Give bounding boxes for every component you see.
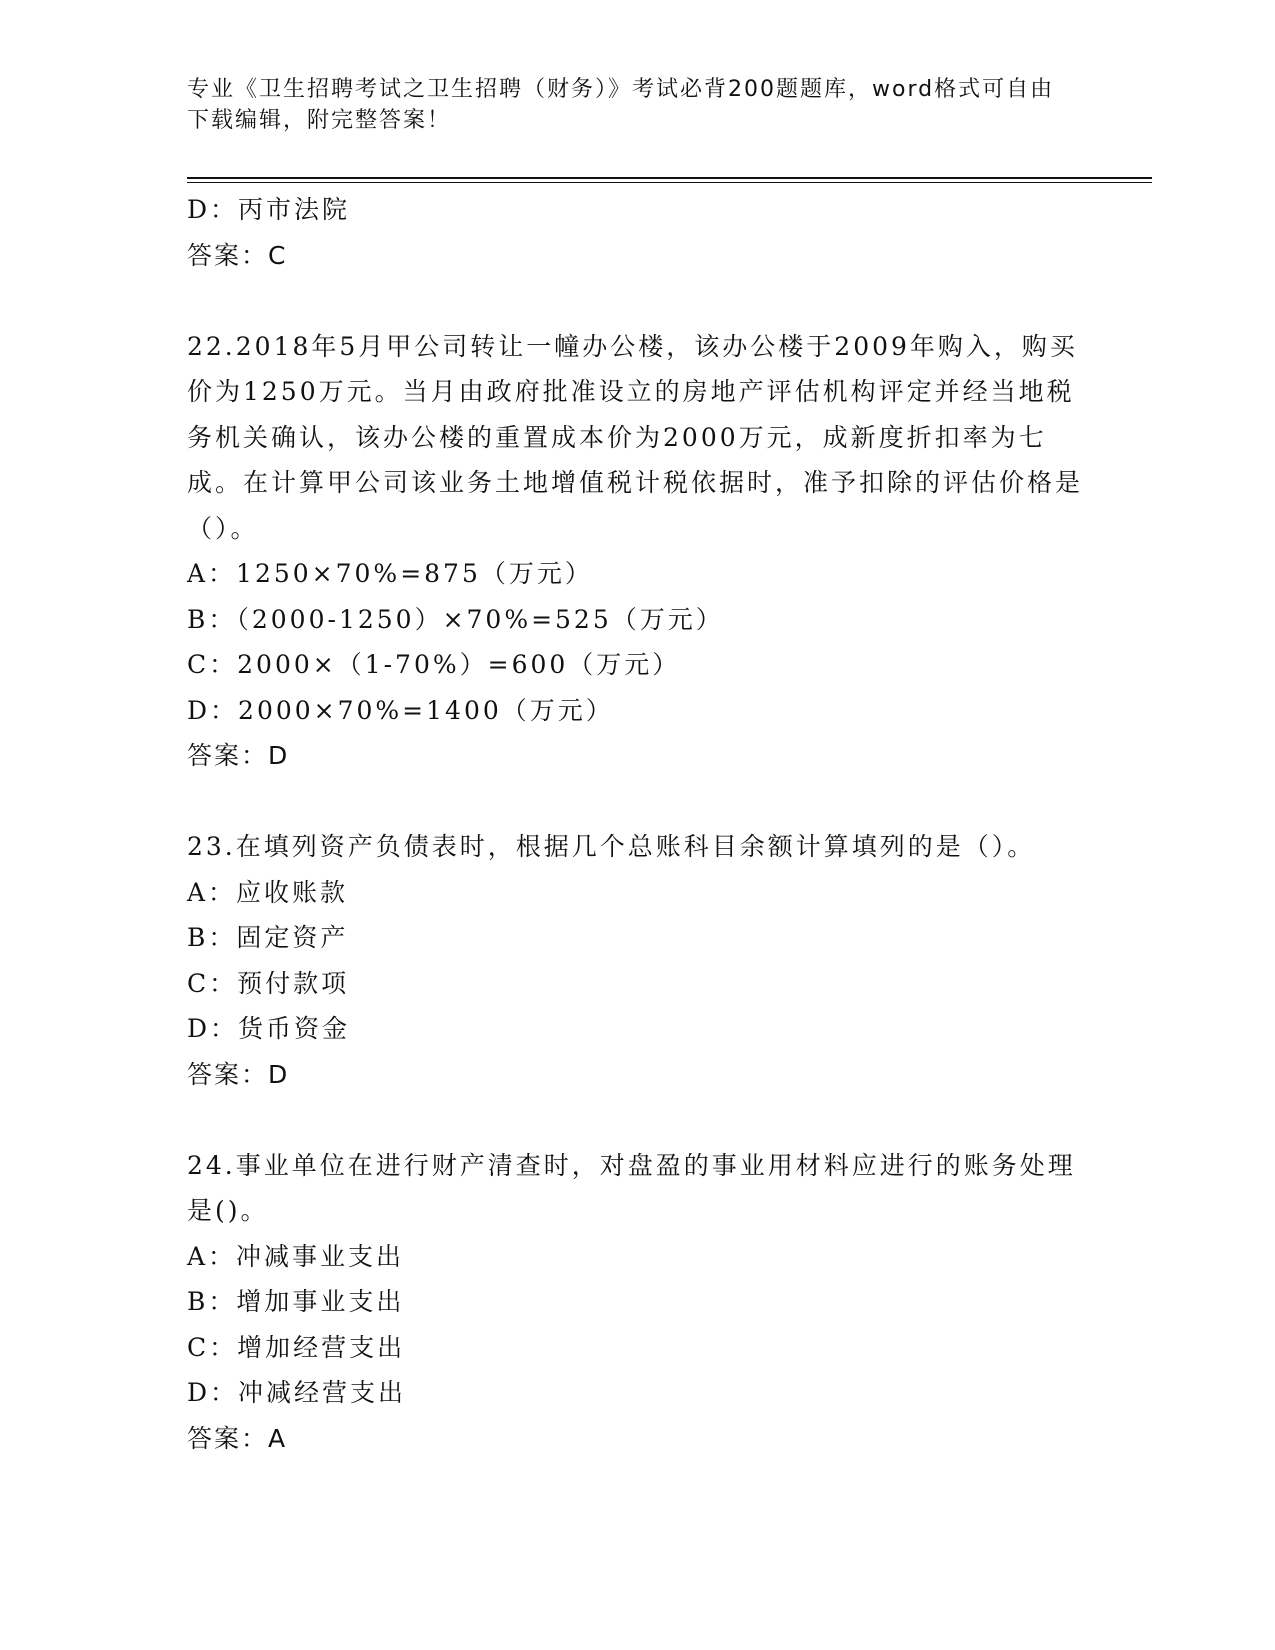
option-a: A：冲减事业支出 (187, 1241, 405, 1271)
prev-answer: 答案：C (187, 240, 288, 270)
question-stem: 22.2018年5月甲公司转让一幢办公楼，该办公楼于2009年购入，购买价为1250万元。当月由政府批准设立的房地产评估机构评定并经当地税务机关确认，该办公楼的重置成本价为2000万元，成新度折扣率为七成。在计算甲公司该业务土地增值税计税依据时，准予扣除的评估价格是（）。 (187, 331, 1084, 543)
document-body (187, 187, 1087, 1461)
option-d: D：货币资金 (187, 1014, 351, 1043)
option-c: C：2000×（1-70%）=600（万元） (187, 650, 681, 679)
prev-option-d: D：丙市法院 (187, 195, 351, 224)
option-b: B：增加事业支出 (187, 1287, 405, 1316)
spacer (187, 278, 1087, 324)
option-c: C：预付款项 (187, 968, 350, 998)
header-rule (187, 177, 1152, 179)
option-d: D：2000×70%=1400（万元） (187, 695, 614, 725)
question-stem: 23.在填列资产负债表时，根据几个总账科目余额计算填列的是（）。 (187, 832, 1036, 861)
question-23 (187, 824, 1087, 1097)
spacer (187, 779, 1087, 825)
option-a: A：应收账款 (187, 877, 349, 907)
option-d: D：冲减经营支出 (187, 1378, 407, 1407)
document-header: 专业《卫生招聘考试之卫生招聘（财务）》考试必背200题题库，word格式可自由下载编辑，附完整答案！ (187, 77, 1055, 133)
option-b: B：（2000-1250）×70%=525（万元） (187, 604, 724, 634)
answer: 答案：A (187, 1423, 288, 1453)
question-22 (187, 324, 1087, 779)
header-rule-secondary (187, 182, 1152, 183)
option-a: A：1250×70%=875（万元） (187, 559, 593, 588)
question-24 (187, 1143, 1087, 1462)
spacer (187, 1097, 1087, 1143)
question-stem: 24.事业单位在进行财产清查时，对盘盈的事业用材料应进行的账务处理是()。 (187, 1150, 1076, 1225)
option-c: C：增加经营支出 (187, 1332, 406, 1362)
option-b: B：固定资产 (187, 923, 349, 952)
answer: 答案：D (187, 1059, 290, 1089)
answer: 答案：D (187, 741, 290, 770)
